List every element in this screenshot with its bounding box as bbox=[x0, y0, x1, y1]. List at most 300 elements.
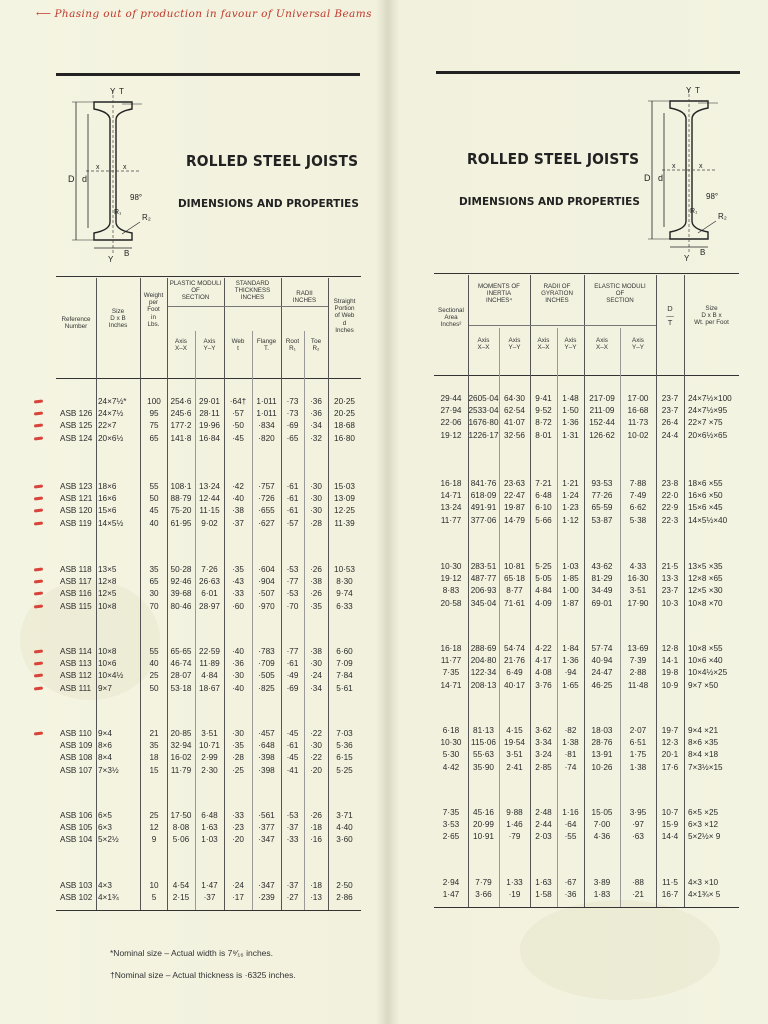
cell-inertia-yy: 32·56 bbox=[504, 430, 525, 440]
cell-web: ·35 bbox=[232, 565, 244, 574]
cell-weight: 65 bbox=[149, 577, 159, 587]
cell-root: ·33 bbox=[286, 835, 299, 845]
cell-elastic-yy: 1·38 bbox=[629, 762, 647, 772]
cell-root: ·37 bbox=[286, 823, 299, 833]
label-y-bottom: Y bbox=[108, 255, 114, 264]
cell-web: ·43 bbox=[232, 577, 244, 587]
cell-gyration-xx: 5·66 bbox=[535, 515, 552, 525]
table-top-rule bbox=[434, 273, 739, 274]
cell-size-weight: 4×3 ×10 bbox=[688, 878, 719, 887]
cell-gyration-yy: 1·87 bbox=[562, 598, 579, 608]
cell-plastic-yy: 22·59 bbox=[199, 647, 220, 656]
cell-inertia-yy: 54·74 bbox=[504, 644, 525, 653]
cell-inertia-yy: ·79 bbox=[508, 832, 521, 842]
cell-reference: ASB 107 bbox=[60, 765, 93, 775]
cell-root: ·73 bbox=[286, 397, 299, 406]
cell-straight: 18·68 bbox=[334, 421, 355, 431]
cell-elastic-yy: 17·00 bbox=[627, 394, 649, 403]
cell-weight: 9 bbox=[151, 835, 157, 845]
table-top-rule bbox=[56, 276, 361, 277]
cell-plastic-xx: 80·46 bbox=[170, 601, 192, 611]
cell-plastic-xx: 245·6 bbox=[170, 409, 192, 419]
cell-inertia-xx: 841·76 bbox=[470, 479, 497, 488]
label-R1: R₁ bbox=[690, 208, 698, 215]
red-check-mark-icon bbox=[34, 521, 43, 525]
cell-gyration-yy: 1·84 bbox=[562, 644, 579, 653]
cell-gyration-yy: ·74 bbox=[564, 762, 577, 772]
cell-web: ·17 bbox=[232, 893, 244, 903]
table-row bbox=[434, 393, 739, 405]
cell-area: 22·06 bbox=[440, 418, 462, 428]
cell-d-over-t: 23·8 bbox=[661, 479, 679, 488]
cell-inertia-xx: 1676·80 bbox=[468, 418, 499, 428]
cell-gyration-yy: 1·31 bbox=[562, 430, 579, 440]
cell-gyration-xx: 3·76 bbox=[535, 680, 552, 690]
cell-root: ·37 bbox=[286, 881, 299, 890]
cell-reference: ASB 121 bbox=[60, 494, 93, 504]
table-row bbox=[56, 396, 361, 408]
red-check-mark-icon bbox=[34, 580, 43, 584]
cell-toe: ·34 bbox=[310, 421, 322, 431]
label-R2: R₂ bbox=[718, 212, 727, 221]
cell-web: ·30 bbox=[232, 671, 244, 681]
arrow-icon: ⟵ bbox=[36, 8, 52, 20]
cell-flange: ·507 bbox=[258, 589, 275, 599]
cell-plastic-yy: 12·44 bbox=[199, 494, 220, 504]
cell-root: ·61 bbox=[286, 506, 299, 516]
cell-inertia-yy: 64·30 bbox=[504, 394, 525, 403]
header-subrule bbox=[469, 325, 656, 326]
cell-size: 9×7 bbox=[98, 683, 112, 693]
cell-elastic-yy: 10·02 bbox=[627, 430, 649, 440]
table-row bbox=[434, 807, 739, 819]
cell-plastic-yy: 6·48 bbox=[201, 811, 218, 820]
cell-gyration-yy: 1·24 bbox=[562, 491, 579, 501]
cell-size-weight: 9×7 ×50 bbox=[688, 680, 719, 690]
cell-size-weight: 10×8 ×55 bbox=[688, 644, 723, 653]
cell-web: ·42 bbox=[232, 482, 244, 491]
cell-gyration-xx: 4·09 bbox=[535, 598, 552, 608]
cell-elastic-yy: 3·95 bbox=[629, 808, 647, 817]
cell-gyration-yy: 1·85 bbox=[562, 574, 579, 584]
table-row bbox=[434, 573, 739, 585]
cell-flange: ·834 bbox=[258, 421, 275, 431]
cell-flange: ·820 bbox=[258, 433, 275, 443]
label-D: D bbox=[68, 174, 75, 184]
table-row bbox=[434, 405, 739, 417]
table-row bbox=[56, 408, 361, 420]
cell-flange: ·726 bbox=[258, 494, 275, 504]
cell-web: ·60 bbox=[232, 601, 244, 611]
cell-weight: 35 bbox=[149, 565, 159, 574]
cell-area: 7·35 bbox=[442, 668, 460, 678]
header-root: Root R₁ bbox=[285, 338, 300, 353]
label-y-top: Y bbox=[686, 86, 692, 95]
cell-web: ·24 bbox=[232, 881, 244, 890]
right-page bbox=[400, 0, 768, 1024]
cell-plastic-xx: 53·18 bbox=[170, 683, 192, 693]
cell-area: 14·71 bbox=[440, 680, 462, 690]
cell-plastic-yy: 10·71 bbox=[199, 741, 220, 751]
cell-size: 10×6 bbox=[98, 659, 117, 669]
handwritten-note-text: Phasing out of production in favour of Universal Beams bbox=[54, 8, 372, 20]
cell-plastic-xx: 16·02 bbox=[170, 753, 192, 763]
cell-inertia-xx: 45·16 bbox=[473, 808, 494, 817]
cell-elastic-yy: 6·51 bbox=[629, 738, 647, 748]
cell-toe: ·13 bbox=[310, 893, 322, 903]
cell-d-over-t: 21·5 bbox=[661, 562, 679, 571]
cell-plastic-xx: 5·06 bbox=[172, 835, 190, 845]
page-title: ROLLED STEEL JOISTS bbox=[186, 152, 359, 170]
cell-elastic-xx: 1·83 bbox=[593, 890, 611, 900]
cell-size: 22×7 bbox=[98, 421, 117, 431]
label-d: d bbox=[82, 174, 88, 184]
cell-weight: 45 bbox=[149, 506, 159, 516]
cell-elastic-xx: 211·09 bbox=[589, 406, 615, 416]
cell-toe: ·32 bbox=[310, 433, 322, 443]
table-row bbox=[434, 502, 739, 514]
header-axis-yy: Axis Y–Y bbox=[203, 338, 216, 353]
cell-straight: 9·74 bbox=[336, 589, 353, 599]
red-check-mark-icon bbox=[34, 567, 43, 571]
cell-root: ·69 bbox=[286, 421, 299, 431]
table-row bbox=[56, 420, 361, 432]
cell-flange: ·627 bbox=[258, 518, 275, 528]
cell-inertia-xx: 288·69 bbox=[470, 644, 497, 653]
cell-elastic-xx: 40·94 bbox=[591, 656, 613, 666]
cell-flange: ·377 bbox=[258, 823, 275, 833]
cell-flange: ·655 bbox=[258, 506, 275, 516]
header-sectional-area: Sectional Area Inches² bbox=[438, 307, 464, 329]
cell-reference: ASB 114 bbox=[60, 647, 92, 656]
cell-straight: 7·03 bbox=[336, 729, 353, 738]
cell-elastic-yy: 7·49 bbox=[629, 491, 647, 501]
page-subtitle: DIMENSIONS AND PROPERTIES bbox=[459, 195, 640, 208]
cell-size-weight: 15×6 ×45 bbox=[688, 503, 723, 513]
cell-weight: 25 bbox=[149, 811, 159, 820]
cell-root: ·61 bbox=[286, 494, 299, 504]
cell-inertia-yy: 2·41 bbox=[506, 762, 523, 772]
cell-weight: 40 bbox=[149, 659, 159, 669]
label-y-bottom: Y bbox=[684, 254, 690, 263]
cell-reference: ASB 126 bbox=[60, 409, 93, 419]
table-row bbox=[56, 670, 361, 682]
cell-d-over-t: 19·7 bbox=[661, 726, 679, 735]
cell-gyration-xx: 1·63 bbox=[535, 878, 552, 887]
top-rule bbox=[56, 73, 360, 76]
cell-elastic-yy: 6·62 bbox=[629, 503, 647, 513]
cell-weight: 95 bbox=[149, 409, 159, 419]
cell-inertia-yy: 3·51 bbox=[506, 750, 523, 760]
cell-area: 7·35 bbox=[442, 808, 460, 817]
top-rule bbox=[436, 71, 740, 74]
cell-plastic-yy: 1·03 bbox=[201, 835, 218, 845]
header-size-weight: Size D x B x Wt. per Foot bbox=[694, 305, 729, 327]
cell-flange: ·561 bbox=[258, 811, 275, 820]
cell-root: ·53 bbox=[286, 565, 299, 574]
header-gyration-axis-yy: Axis Y–Y bbox=[564, 337, 577, 352]
cell-straight: 6·15 bbox=[336, 753, 353, 763]
cell-elastic-xx: 46·25 bbox=[591, 680, 613, 690]
cell-area: 29·44 bbox=[440, 394, 462, 403]
cell-gyration-xx: 2·44 bbox=[535, 820, 552, 830]
cell-weight: 50 bbox=[149, 494, 159, 504]
cell-plastic-xx: 65·65 bbox=[170, 647, 192, 656]
cell-gyration-yy: 1·00 bbox=[562, 586, 579, 596]
cell-inertia-yy: 22·47 bbox=[504, 491, 525, 501]
cell-weight: 21 bbox=[149, 729, 159, 738]
cell-web: ·20 bbox=[232, 835, 244, 845]
cell-flange: ·825 bbox=[258, 683, 275, 693]
cell-inertia-xx: 7·79 bbox=[475, 878, 492, 887]
red-check-mark-icon bbox=[34, 424, 43, 428]
cell-elastic-yy: 7·39 bbox=[629, 656, 647, 666]
cell-inertia-xx: 491·91 bbox=[470, 503, 497, 513]
cell-elastic-yy: 3·51 bbox=[629, 586, 647, 596]
cell-reference: ASB 103 bbox=[60, 881, 93, 890]
cell-flange: ·604 bbox=[258, 565, 275, 574]
red-check-mark-icon bbox=[34, 484, 43, 488]
cell-straight: 3·71 bbox=[336, 811, 353, 820]
cell-elastic-yy: 2·07 bbox=[629, 726, 647, 735]
cell-web: ·57 bbox=[232, 409, 244, 419]
table-row bbox=[56, 588, 361, 600]
cell-weight: 55 bbox=[149, 482, 159, 491]
header-subrule bbox=[168, 306, 328, 307]
cell-inertia-yy: 8·77 bbox=[506, 586, 523, 596]
table-row bbox=[56, 576, 361, 588]
table-bottom-rule bbox=[434, 907, 739, 908]
cell-plastic-yy: 11·89 bbox=[199, 659, 220, 669]
cell-d-over-t: 16·7 bbox=[661, 890, 679, 900]
table-header-rule bbox=[434, 375, 739, 376]
cell-d-over-t: 24·4 bbox=[661, 430, 679, 440]
cell-inertia-yy: 23·63 bbox=[504, 479, 525, 488]
header-standard-thickness: STANDARD THICKNESS INCHES bbox=[234, 280, 271, 302]
cell-d-over-t: 22·0 bbox=[661, 491, 679, 501]
cell-elastic-xx: 152·44 bbox=[589, 418, 615, 428]
cell-gyration-xx: 6·10 bbox=[535, 503, 552, 513]
cell-elastic-yy: 4·33 bbox=[629, 562, 647, 571]
cell-plastic-xx: 8·08 bbox=[172, 823, 190, 833]
cell-elastic-yy: 7·88 bbox=[629, 479, 647, 488]
label-t: T bbox=[695, 86, 700, 95]
cell-web: ·40 bbox=[232, 494, 244, 504]
red-check-mark-icon bbox=[34, 436, 43, 440]
cell-size: 10×8 bbox=[98, 601, 117, 611]
cell-size: 6×3 bbox=[98, 823, 112, 833]
table-row bbox=[56, 880, 361, 892]
header-elastic-moduli: ELASTIC MODULI OF SECTION bbox=[594, 283, 646, 305]
cell-straight: 2·50 bbox=[336, 881, 353, 890]
cell-inertia-xx: 115·06 bbox=[471, 738, 496, 748]
cell-d-over-t: 22·9 bbox=[661, 503, 679, 513]
cell-inertia-xx: 3·66 bbox=[475, 890, 492, 900]
cell-gyration-yy: 1·12 bbox=[562, 515, 579, 525]
cell-size-weight: 24×7½×100 bbox=[688, 394, 732, 403]
cell-size: 16×6 bbox=[98, 494, 117, 504]
cell-size-weight: 12×8 ×65 bbox=[688, 574, 723, 584]
cell-inertia-xx: 2605·04 bbox=[468, 394, 499, 403]
cell-inertia-yy: 1·46 bbox=[506, 820, 523, 830]
cell-inertia-yy: 9·88 bbox=[506, 808, 523, 817]
cell-gyration-xx: 2·85 bbox=[535, 762, 552, 772]
cell-plastic-xx: 17·50 bbox=[170, 811, 192, 820]
cell-size-weight: 8×4 ×18 bbox=[688, 750, 719, 760]
cell-weight: 10 bbox=[149, 881, 159, 890]
cell-elastic-xx: 3·89 bbox=[593, 878, 611, 887]
cell-weight: 15 bbox=[149, 765, 159, 775]
cell-web: ·23 bbox=[232, 823, 244, 833]
cell-reference: ASB 124 bbox=[60, 433, 93, 443]
table-row bbox=[434, 598, 739, 610]
table-row bbox=[56, 683, 361, 695]
cell-plastic-yy: ·37 bbox=[203, 893, 216, 903]
cell-flange: ·970 bbox=[258, 601, 275, 611]
cell-plastic-yy: 4·84 bbox=[201, 671, 218, 681]
cell-weight: 30 bbox=[149, 589, 159, 599]
table-row bbox=[434, 889, 739, 901]
table-row bbox=[434, 762, 739, 774]
cell-plastic-xx: 32·94 bbox=[170, 741, 192, 751]
cell-size: 10×4½ bbox=[98, 671, 124, 681]
cell-straight: 6·60 bbox=[336, 647, 353, 656]
header-radii-of-gyration: RADII OF GYRATION INCHES bbox=[541, 283, 573, 305]
cell-area: 1·47 bbox=[442, 890, 460, 900]
cell-inertia-xx: 1226·17 bbox=[468, 430, 499, 440]
cell-plastic-xx: 4·54 bbox=[172, 881, 190, 890]
cell-gyration-yy: 1·16 bbox=[562, 808, 579, 817]
cell-root: ·61 bbox=[286, 741, 299, 751]
cell-area: 11·77 bbox=[440, 656, 462, 666]
cell-size: 24×7½* bbox=[98, 397, 127, 406]
header-toe: Toe R₂ bbox=[310, 338, 322, 353]
cell-d-over-t: 10·7 bbox=[661, 808, 679, 817]
cell-plastic-yy: 29·01 bbox=[199, 397, 220, 406]
red-check-mark-icon bbox=[34, 497, 43, 501]
cell-plastic-xx: 177·2 bbox=[170, 421, 192, 431]
cell-plastic-xx: 28·07 bbox=[170, 671, 192, 681]
cell-toe: ·30 bbox=[310, 506, 322, 516]
table-bottom-rule bbox=[56, 910, 361, 911]
cell-toe: ·28 bbox=[310, 518, 322, 528]
cell-weight: 12 bbox=[149, 823, 159, 833]
cell-root: ·45 bbox=[286, 753, 299, 763]
label-angle: 98° bbox=[130, 193, 143, 202]
cell-size: 8×6 bbox=[98, 741, 112, 751]
table-row bbox=[434, 667, 739, 679]
cell-weight: 50 bbox=[149, 683, 159, 693]
page-subtitle: DIMENSIONS AND PROPERTIES bbox=[178, 197, 359, 210]
label-B: B bbox=[700, 248, 706, 257]
red-check-mark-icon bbox=[34, 399, 43, 403]
table-row bbox=[56, 765, 361, 777]
joist-section-diagram bbox=[66, 84, 166, 264]
cell-toe: ·26 bbox=[310, 811, 322, 820]
header-gyration-axis-xx: Axis X–X bbox=[537, 337, 550, 352]
cell-toe: ·24 bbox=[310, 671, 322, 681]
cell-inertia-yy: 19·87 bbox=[504, 503, 525, 513]
cell-plastic-xx: 141·8 bbox=[170, 433, 192, 443]
red-check-mark-icon bbox=[34, 412, 43, 416]
cell-inertia-xx: 283·51 bbox=[470, 562, 497, 571]
cell-d-over-t: 10·9 bbox=[661, 680, 679, 690]
label-R2: R₂ bbox=[142, 213, 151, 222]
table-row bbox=[434, 655, 739, 667]
cell-reference: ASB 118 bbox=[60, 565, 92, 574]
cell-toe: ·18 bbox=[310, 823, 322, 833]
cell-size-weight: 24×7½×95 bbox=[688, 406, 728, 416]
cell-inertia-yy: 21·76 bbox=[504, 656, 525, 666]
cell-size-weight: 8×6 ×35 bbox=[688, 738, 719, 748]
cell-straight: 8·30 bbox=[336, 577, 353, 587]
dimensions-table bbox=[56, 276, 361, 912]
table-row bbox=[56, 658, 361, 670]
cell-area: 2·65 bbox=[442, 832, 460, 842]
cell-plastic-yy: 26·63 bbox=[199, 577, 220, 587]
cell-d-over-t: 26·4 bbox=[661, 418, 679, 428]
cell-size-weight: 6×3 ×12 bbox=[688, 820, 719, 830]
cell-root: ·69 bbox=[286, 683, 299, 693]
cell-toe: ·22 bbox=[310, 729, 322, 738]
cell-area: 2·94 bbox=[442, 878, 460, 887]
cell-area: 11·77 bbox=[440, 515, 462, 525]
cell-gyration-yy: ·94 bbox=[564, 668, 577, 678]
cell-toe: ·20 bbox=[310, 765, 322, 775]
cell-flange: ·505 bbox=[258, 671, 275, 681]
cell-toe: ·36 bbox=[310, 409, 322, 419]
cell-flange: ·757 bbox=[258, 482, 275, 491]
label-R1: R₁ bbox=[114, 209, 122, 216]
label-D: D bbox=[644, 173, 651, 183]
cell-flange: ·709 bbox=[258, 659, 275, 669]
cell-reference: ASB 119 bbox=[60, 518, 92, 528]
cell-inertia-yy: 1·33 bbox=[506, 878, 523, 887]
cell-size: 5×2½ bbox=[98, 835, 119, 845]
header-plastic-moduli: PLASTIC MODULI OF SECTION bbox=[169, 280, 222, 302]
cell-area: 10·30 bbox=[440, 562, 462, 571]
cell-size: 14×5½ bbox=[98, 518, 124, 528]
cell-root: ·45 bbox=[286, 729, 299, 738]
cell-elastic-xx: 77·26 bbox=[591, 491, 613, 501]
cell-root: ·27 bbox=[286, 893, 299, 903]
header-inertia-axis-yy: Axis Y–Y bbox=[508, 337, 521, 352]
cell-root: ·61 bbox=[286, 482, 299, 491]
cell-plastic-yy: 9·02 bbox=[201, 518, 218, 528]
cell-elastic-xx: 4·36 bbox=[593, 832, 611, 842]
cell-flange: ·904 bbox=[258, 577, 275, 587]
cell-size-weight: 6×5 ×25 bbox=[688, 808, 719, 817]
table-row bbox=[56, 728, 361, 740]
cell-area: 19·12 bbox=[440, 574, 462, 584]
cell-size-weight: 14×5½×40 bbox=[688, 515, 728, 525]
cell-gyration-yy: 1·03 bbox=[562, 562, 579, 571]
cell-gyration-xx: 4·17 bbox=[535, 656, 552, 666]
cell-elastic-yy: 16·30 bbox=[627, 574, 649, 584]
cell-gyration-xx: 7·21 bbox=[535, 479, 552, 488]
cell-toe: ·36 bbox=[310, 397, 322, 406]
red-check-mark-icon bbox=[34, 674, 43, 678]
cell-toe: ·30 bbox=[310, 659, 322, 669]
cell-gyration-xx: 8·01 bbox=[535, 430, 552, 440]
cell-toe: ·22 bbox=[310, 753, 322, 763]
label-B: B bbox=[124, 249, 130, 258]
cell-toe: ·34 bbox=[310, 683, 322, 693]
cell-d-over-t: 23·7 bbox=[661, 586, 679, 596]
cell-d-over-t: 12·8 bbox=[661, 644, 679, 653]
cell-plastic-yy: 28·11 bbox=[199, 409, 220, 419]
cell-plastic-xx: 11·79 bbox=[170, 765, 192, 775]
